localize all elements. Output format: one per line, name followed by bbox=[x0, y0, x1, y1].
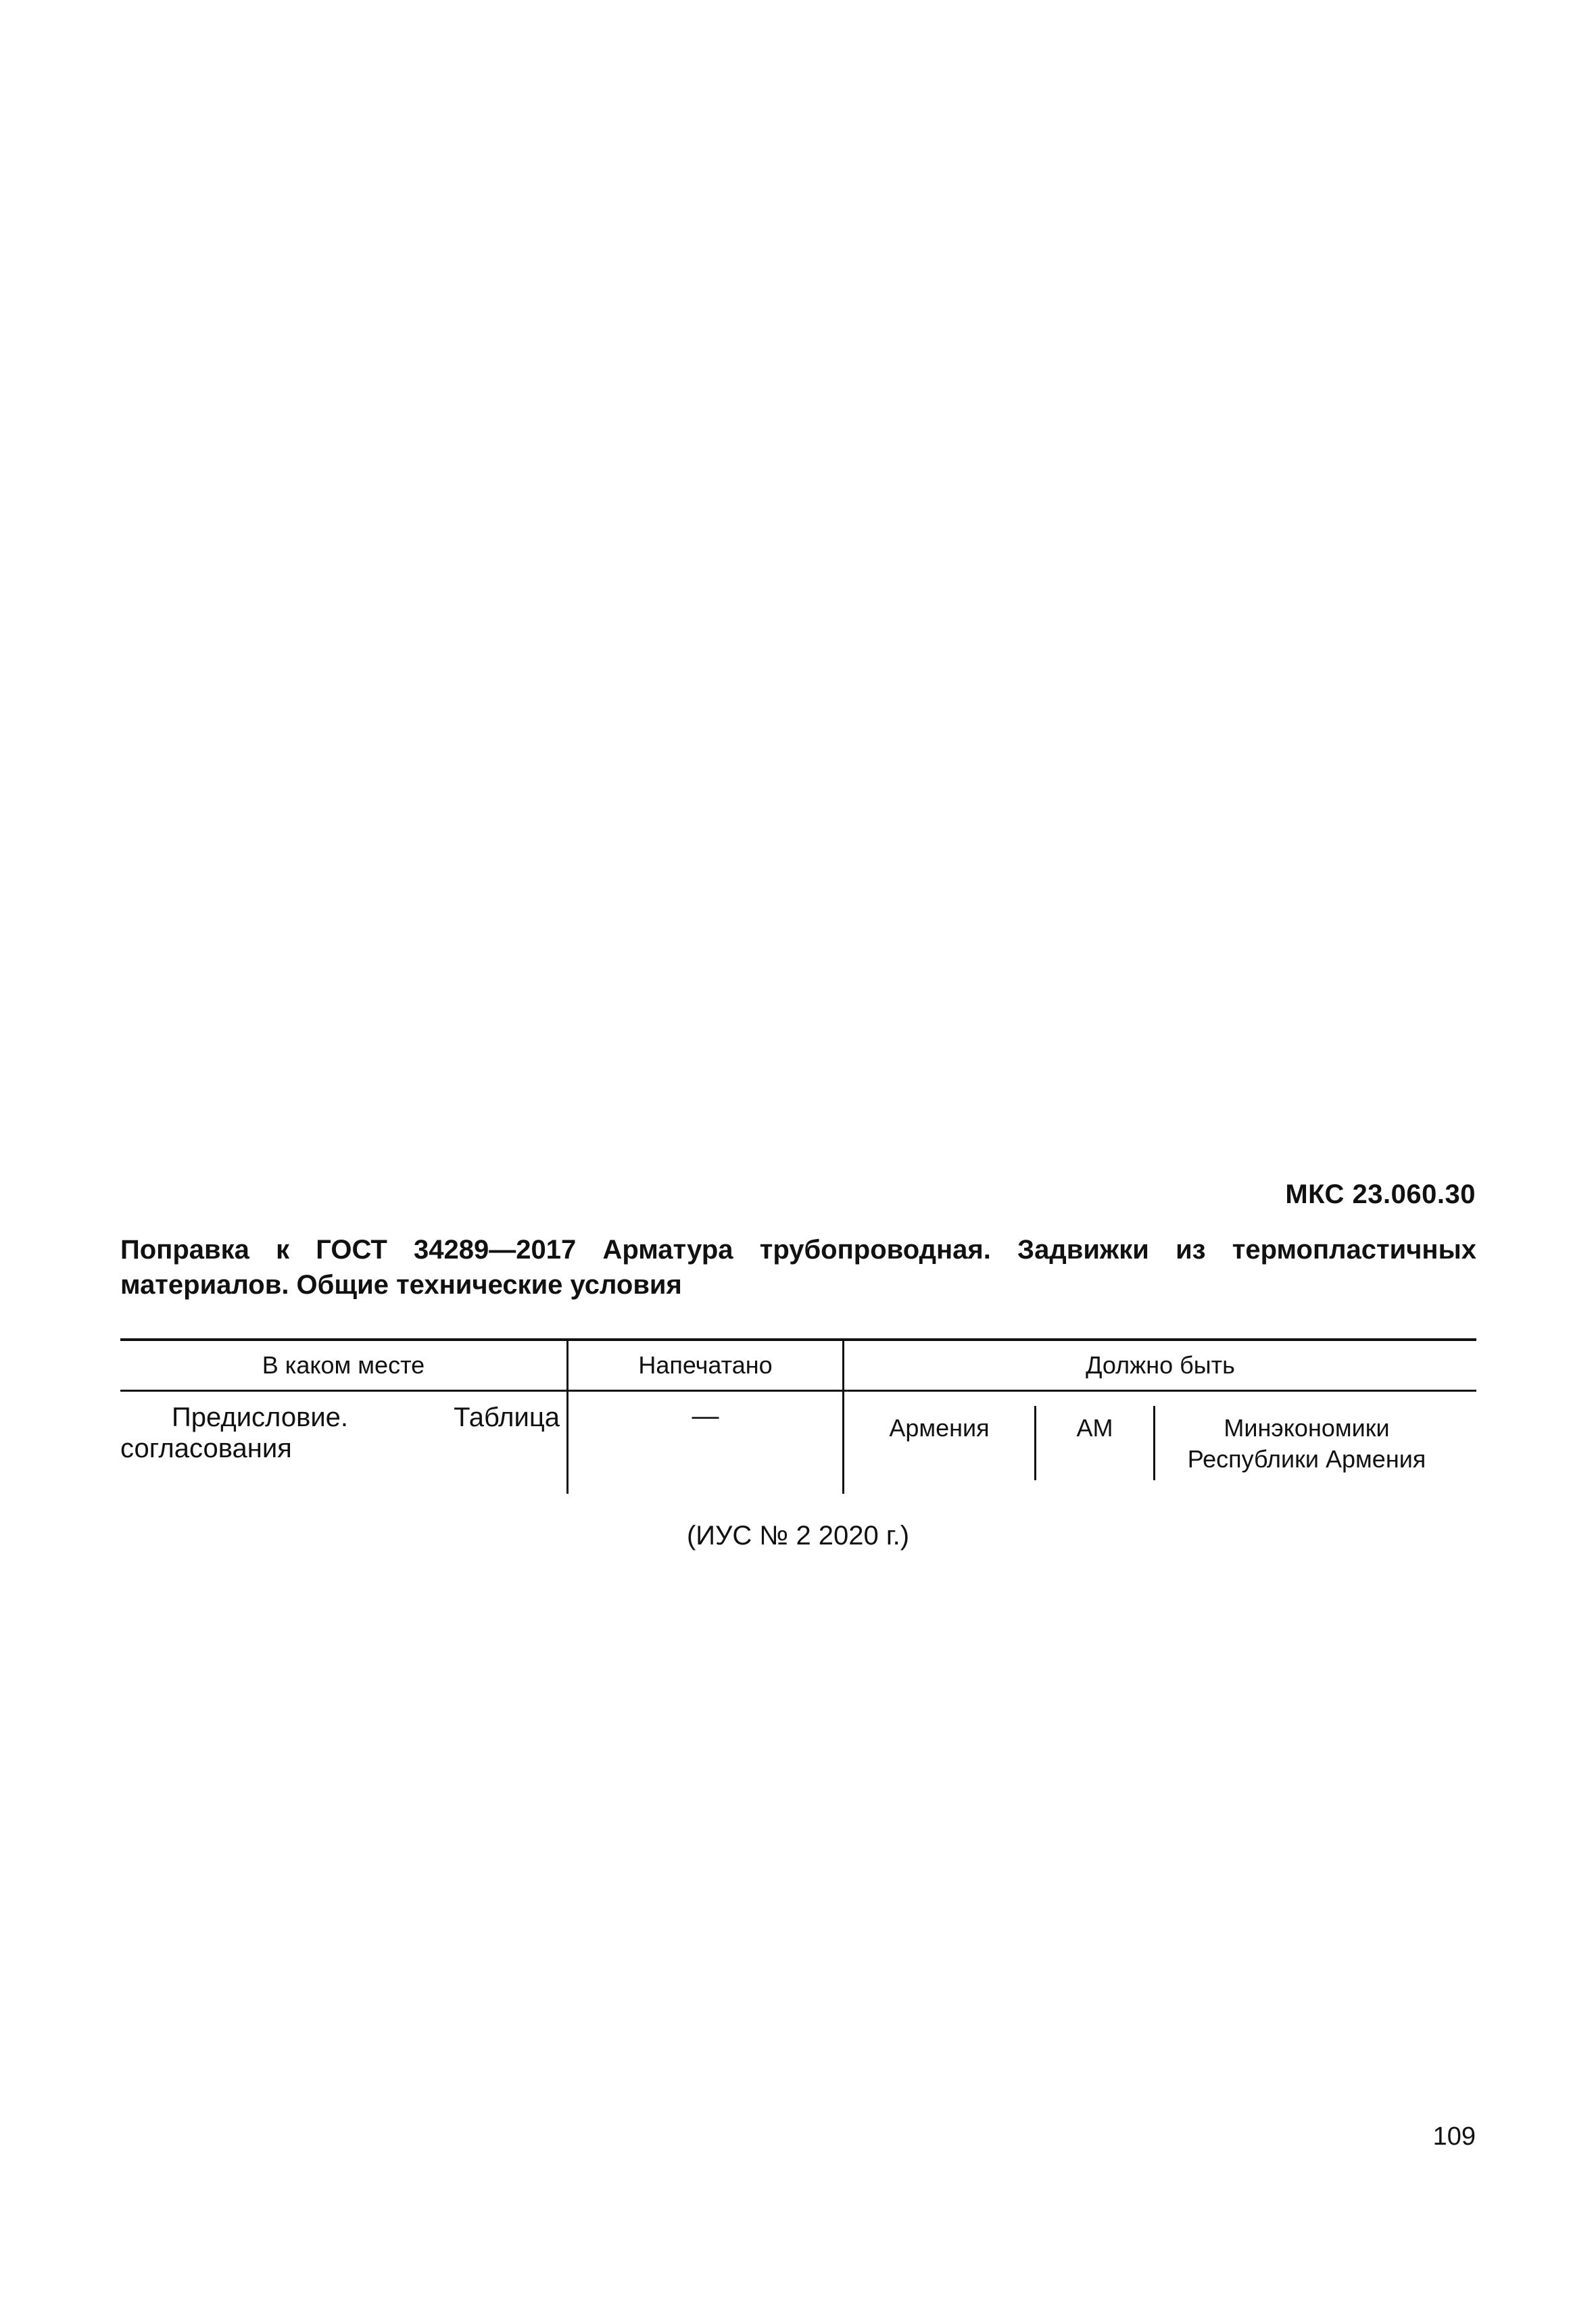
source-note: (ИУС № 2 2020 г.) bbox=[686, 1521, 910, 1551]
subcolumn-divider-2 bbox=[1153, 1406, 1155, 1480]
cell-should-be-body: Минэкономики Республики Армения bbox=[1187, 1414, 1426, 1473]
column-header-should-be: Должно быть bbox=[1086, 1351, 1235, 1379]
column-header-printed: Напечатано bbox=[638, 1351, 773, 1379]
cell-should-be-code: АМ bbox=[1076, 1414, 1113, 1442]
cell-place: Предисловие. Таблица согласования bbox=[120, 1403, 560, 1463]
column-header-place: В каком месте bbox=[262, 1351, 425, 1379]
amendment-title: Поправка к ГОСТ 34289—2017 Арматура трубопроводная. Задвижки из термопластичных материалов. Общие технические условия bbox=[120, 1235, 1476, 1300]
cell-should-be-country: Армения bbox=[889, 1414, 990, 1442]
table-header-rule bbox=[120, 1390, 1476, 1392]
amendment-table bbox=[120, 1338, 1476, 1494]
page-number: 109 bbox=[1432, 2122, 1476, 2151]
classification-code: МКС 23.060.30 bbox=[1285, 1179, 1476, 1209]
cell-printed: — bbox=[692, 1401, 719, 1431]
